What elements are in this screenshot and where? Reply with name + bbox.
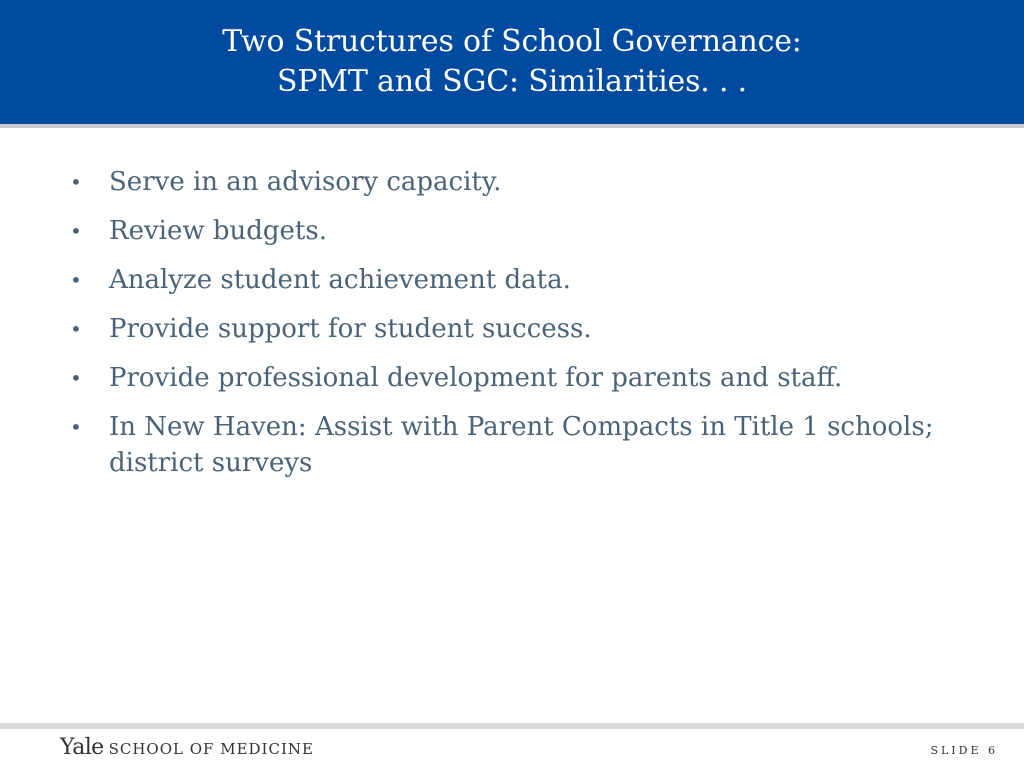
brand-yale: Yale — [60, 735, 104, 760]
footer-logo — [60, 735, 314, 760]
bullet-item — [70, 213, 970, 249]
bullet-dot-icon: • — [70, 219, 82, 243]
bullet-text: Review budgets. — [109, 216, 327, 246]
bullet-text: Provide support for student success. — [109, 314, 592, 344]
title-bar — [0, 0, 1024, 128]
bullet-item — [70, 262, 970, 298]
slide-title-line-1: Two Structures of School Governance: — [222, 24, 802, 59]
bullet-dot-icon: • — [70, 415, 82, 439]
bullet-item — [70, 164, 970, 200]
bullet-text: Provide professional development for parents and staff. — [109, 363, 843, 393]
slide-title-line-2: SPMT and SGC: Similarities. . . — [277, 64, 747, 99]
bullet-dot-icon: • — [70, 170, 82, 194]
bullet-item — [70, 311, 970, 347]
bullet-dot-icon: • — [70, 317, 82, 341]
bullet-item — [70, 360, 970, 396]
bullet-text: Analyze student achievement data. — [109, 265, 571, 295]
slide-number: SLIDE 6 — [930, 744, 998, 757]
bullet-dot-icon: • — [70, 268, 82, 292]
bullet-list — [70, 164, 970, 494]
bullet-text: Serve in an advisory capacity. — [109, 167, 502, 197]
bullet-item — [70, 409, 970, 481]
bullet-dot-icon: • — [70, 366, 82, 390]
brand-school: SCHOOL OF MEDICINE — [108, 740, 314, 758]
bullet-text: In New Haven: Assist with Parent Compacts in Title 1 schools; district surveys — [109, 412, 934, 478]
footer-divider — [0, 723, 1024, 729]
